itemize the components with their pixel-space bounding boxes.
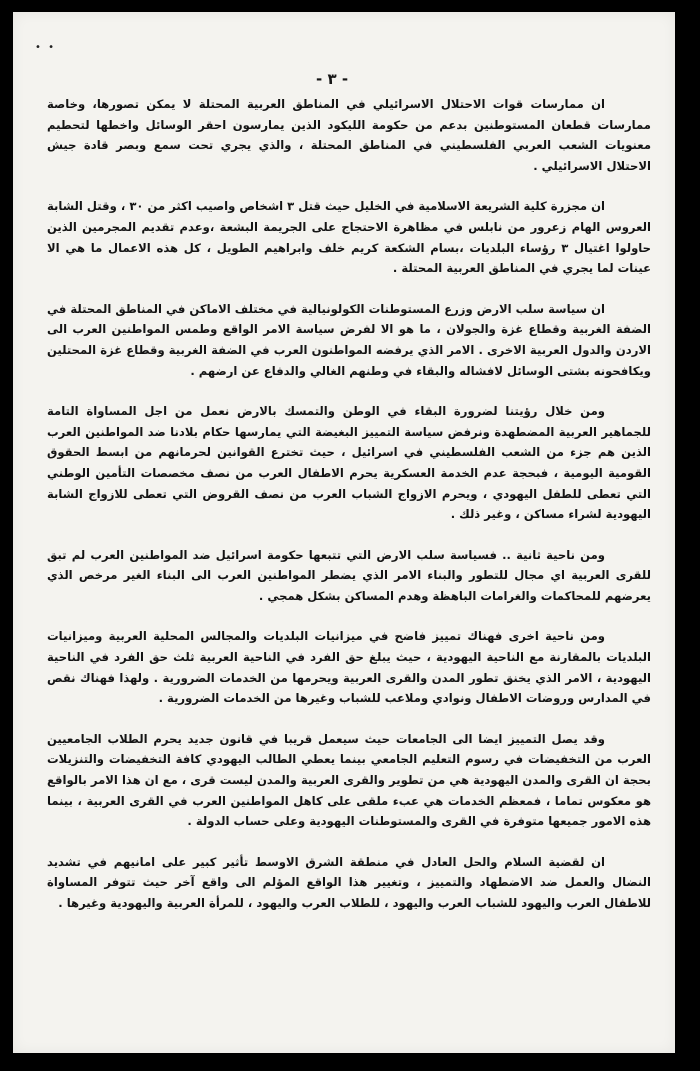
- paragraph-2: ان مجزرة كلية الشريعة الاسلامية في الخليل حيث قتل ٣ اشخاص واصيب اكثر من ٣٠ ، وقتل الشابة العروس الهام زعرور من نابلس في مظاهرة الاحتجاج على الجريمة البشعة ،وعدم تقديم المجرمين الذين حاولوا اغتيال ٣ رؤساء البلديات ،بسام الشكعة كريم خلف وابراهيم الطويل ، كل هذه الاعمال ما هي الا عينات لما يجري في المناطق العربية المحتلة .: [47, 199, 652, 276]
- document-body: [47, 94, 651, 934]
- paragraph-1: ان ممارسات قوات الاحتلال الاسرائيلي في المناطق العربية المحتلة لا يمكن تصورها، وخاصة ممارسات قطعان المستوطنين بدعم من حكومة الليكود الذين يمارسون احقر الوسائل واخطها لتحطيم معنويات الشعب العربي الفلسطيني في المناطق المحتلة ، والذي يجري تحت سمع وبصر قادة جيش الاحتلال الاسرائيلي .: [47, 97, 651, 173]
- paragraph-6: ومن ناحية اخرى فهناك تمييز فاضح في ميزانيات البلديات والمجالس المحلية العربية وميزانيات البلديات بالمقارنة مع الناحية اليهودية ، حيث يبلغ حق الفرد في الناحية العربية ثلث حق الفرد في الناحية اليهودية ، الامر الذي يخنق تطور المدن والقرى العربية ويحرمها من الخدمات الضرورية . ولهذا فهناك نقص في المدارس وروضات الاطفال ونوادي وملاعب للشباب وغيرها من الخدمات الضرورية .: [47, 629, 651, 706]
- paragraph-5: ومن ناحية ثانية .. فسياسة سلب الارض التي تتبعها حكومة اسرائيل ضد المواطنين العرب لم تبق للقرى العربية اي مجال للتطور والبناء الامر الذي يضطر المواطنين العرب الى البناء الغير مرخص الذي يعرضهم للمحاكمات والغرامات الباهظة وهدم المساكن بشكل همجي .: [47, 547, 651, 603]
- paragraph-3: ان سياسة سلب الارض وزرع المستوطنات الكولونيالية في مختلف الاماكن في المناطق المحتلة في الضفة الغربية وقطاع غزة والجولان ، ما هو الا لفرض سياسة الامر الواقع وطمس المواطنين العرب الى الاردن والدول العربية الاخرى . الامر الذي يرفضه المواطنون العرب في الضفة الغربية وقطاع غزة المحتلين ويكافحونه بشتى الوسائل لافشاله والبقاء في وطنهم الغالي والدفاع عن ارضهم .: [47, 301, 651, 378]
- paragraph-4: ومن خلال رؤيتنا لضرورة البقاء في الوطن والتمسك بالارض نعمل من اجل المساواة التامة للجماهير العربية المضطهدة ونرفض سياسة التمييز البغيضة التي يمارسها حكام بلادنا ضد المواطنين العرب الذين هم جزء من الشعب الفلسطيني في اسرائيل ، حيث تخترع القوانين لحرمانهم من ابسط الحقوق القومية اليومية ، فبحجة عدم الخدمة العسكرية يحرم الاطفال العرب من نصف مخصصات التأمين الوطني التي تعطى للطفل اليهودي ، ويحرم الازواج الشباب العرب من نصف القروض التي تعطى للازواج الشابة اليهودية لشراء مساكن ، وغير ذلك .: [47, 404, 651, 522]
- document-page: [13, 12, 675, 1053]
- page-number: - ٣ -: [316, 70, 349, 88]
- corner-mark: • •: [35, 42, 56, 53]
- paragraph-7: وقد يصل التمييز ايضا الى الجامعات حيث سيعمل قريبا في قانون جديد يحرم الطلاب الجامعيين العرب من التخفيضات في رسوم التعليم الجامعي بينما يعطي الطالب اليهودي كافة التخفيضات والتنزيلات بحجة ان القرى والمدن اليهودية هي من تطوير والقرى العربية والمدن ليست قرى ، مع ان هذا الامر بالواقع هو معكوس تماما ، فمعظم الخدمات هي عبء ملقى على كاهل المواطنين العرب في القرى العربية ، بينما هذه الامور جميعها متوفرة في القرى والمستوطنات اليهودية وعلى حساب الدولة .: [47, 731, 651, 829]
- paragraph-8: ان لقضية السلام والحل العادل في منطقة الشرق الاوسط تأثير كبير على امانيهم في تشديد النضال والعمل ضد الاضطهاد والتمييز ، وتغيير هذا الواقع المؤلم الى واقع آخر حيث تتوفر المساواة للاطفال العرب واليهود للشباب العرب واليهود ، للطلاب العرب واليهود ، للمرأة العربية واليهودية وغيرها .: [47, 854, 651, 910]
